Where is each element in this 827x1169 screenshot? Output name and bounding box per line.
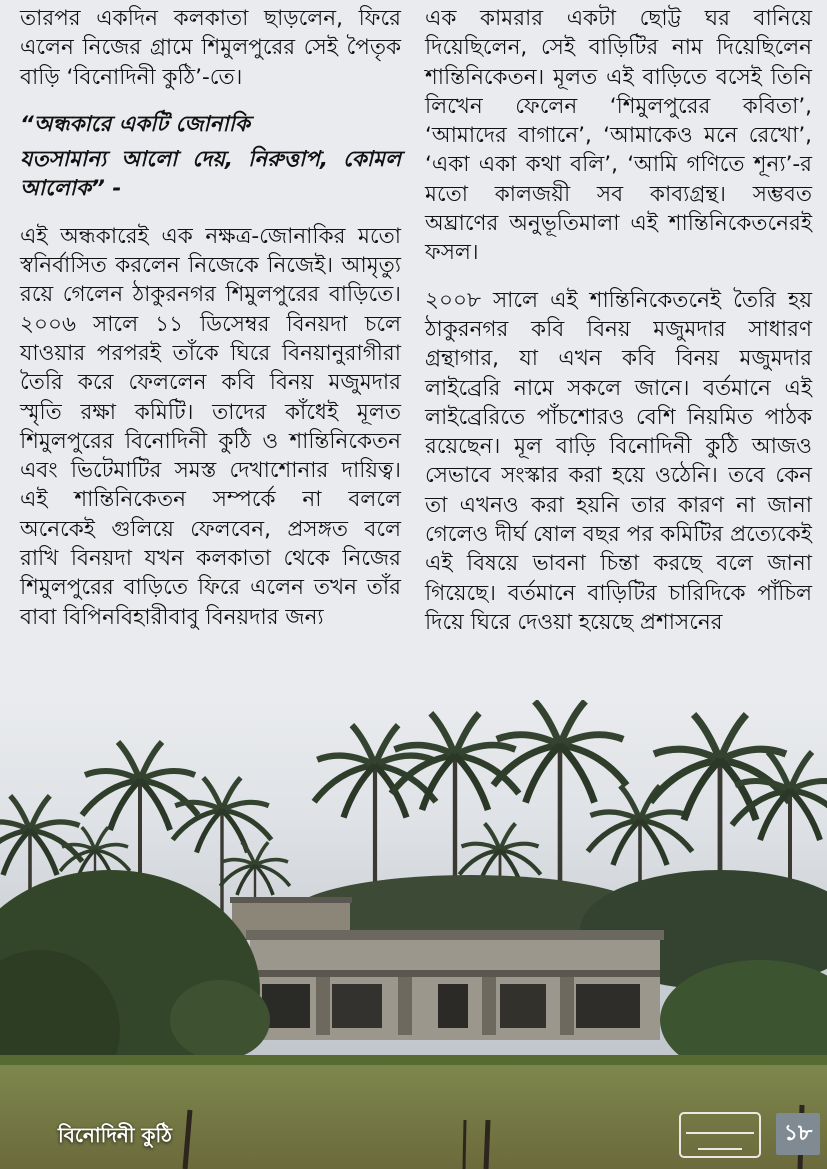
right-text-column [425,4,812,637]
left-paragraph-1: তারপর একদিন কলকাতা ছাড়লেন, ফিরে এলেন নিজের গ্রামে শিমুলপুরের সেই পৈতৃক বাড়ি ‘বিনোদিনী কুঠি’-তে। [20,6,401,90]
page-number: ১৮ [776,1113,820,1155]
photo-caption: বিনোদিনী কুঠি [58,1123,172,1147]
right-paragraph-2: ২০০৮ সালে এই শান্তিনিকেতনেই তৈরি হয় ঠাকুরনগর কবি বিনয় মজুমদার সাধারণ গ্রন্থাগার, যা এখন কবি বিনয় মজুমদার লাইব্রেরি নামে সকলে জানে। বর্তমানে এই লাইব্রেরিতে পাঁচশোরও বেশি নিয়মিত পাঠক রয়েছেন। মূল বাড়ি বিনোদিনী কুঠি আজও সেভাবে সংস্কার করা হয়ে ওঠেনি। তবে কেন তা এখনও করা হয়নি তার কারণ না জানা গেলেও দীর্ঘ ষোল বছর পর কমিটির প্রত্যেকেই এই বিষয়ে ভাবনা চিন্তা করছে বলে জানা গিয়েছে। বর্তমানে বাড়িটির চারিদিকে পাঁচিল দিয়ে ঘিরে দেওয়া হয়েছে প্রশাসনের [425,287,812,635]
left-paragraph-2: এই অন্ধকারেই এক নক্ষত্র-জোনাকির মতো স্বনির্বাসিত করলেন নিজেকে নিজেই। আমৃত্যু রয়ে গেলেন ঠাকুরনগর শিমুলপুরের বাড়িতে। ২০০৬ সালে ১১ ডিসেম্বর বিনয়দা চলে যাওয়ার পরপরই তাঁকে ঘিরে বিনয়ানুরাগীরা তৈরি করে ফেললেন কবি বিনয় মজুমদার স্মৃতি রক্ষা কমিটি। তাদের কাঁধেই মূলত শিমুলপুরের বিনোদিনী কুঠি ও শান্তিনিকেতন এবং ভিটেমাটির সমস্ত দেখাশোনার দায়িত্ব। এই শান্তিনিকেতন সম্পর্কে না বললে অনেকেই গুলিয়ে ফেলবেন, প্রসঙ্গত বলে রাখি বিনয়দা যখন কলকাতা থেকে নিজের শিমুলপুরের বাড়িতে ফিরে এলেন তখন তাঁর বাবা বিপিনবিহারীবাবু বিনয়দার জন্য [20,223,401,630]
house-photo [0,700,827,1169]
poem-quote-line-2: যতসামান্য আলো দেয়, নিরুত্তাপ, কোমল আলোক” - [20,147,401,202]
poem-quote-line-1: “অন্ধকারে একটি জোনাকি [20,111,250,137]
left-text-column [20,4,401,632]
magazine-brand-logo [676,1111,764,1159]
right-paragraph-1: এক কামরার একটা ছোট্ট ঘর বানিয়ে দিয়েছিলেন, সেই বাড়িটির নাম দিয়েছিলেন শান্তিনিকেতন। মূলত এই বাড়িতে বসেই তিনি লিখেন ফেলেন ‘শিমুলপুরের কবিতা’, ‘আমাদের বাগানে’, ‘আমাকেও মনে রেখো’, ‘একা একা কথা বলি’, ‘আমি গণিতে শূন্য’-র মতো কালজয়ী সব কাব্যগ্রন্থ। সম্ভবত অঘ্রাণের অনুভূতিমালা এই শান্তিনিকেতনেরই ফসল। [425,6,812,266]
